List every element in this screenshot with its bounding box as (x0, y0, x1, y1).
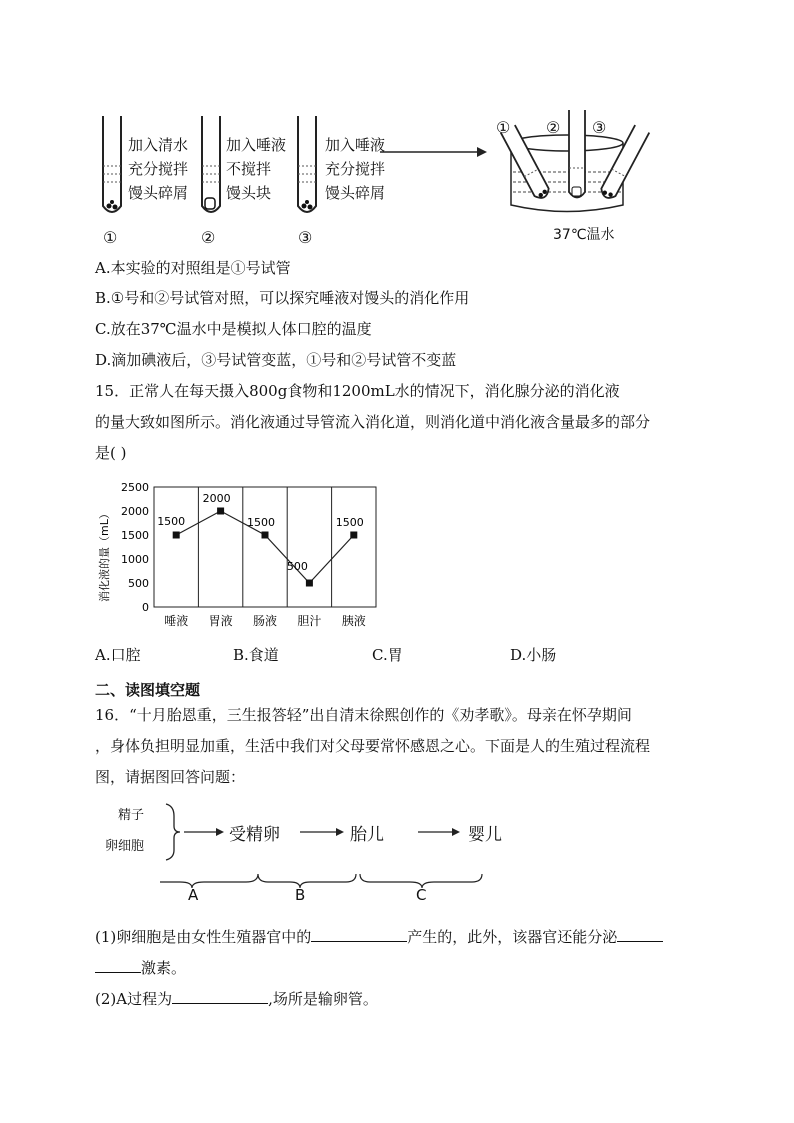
y-tick-label: 0 (142, 601, 149, 614)
data-label: 1500 (157, 515, 186, 528)
x-category-label: 胃液 (208, 614, 233, 628)
y-tick-label: 2500 (121, 481, 149, 494)
tube-3-line: 充分搅拌 (325, 160, 386, 178)
flow-label-a: A (188, 886, 199, 904)
section-heading: 二、读图填空题 (95, 681, 201, 699)
q15-option-c: C.胃 (372, 646, 403, 664)
q16-sub1 (95, 927, 663, 947)
tube-2-instructions (226, 133, 286, 205)
x-category-label: 胰液 (341, 614, 366, 628)
q14-option-a: A.本实验的对照组是①号试管 (95, 259, 291, 277)
test-tube-1 (103, 116, 121, 212)
q16-stem-line1: 16．“十月胎恩重，三生报答轻”出自清末徐熙创作的《劝孝歌》。母亲在怀孕期间 (95, 706, 632, 724)
y-axis-label: 消化液的量（mL） (98, 508, 111, 602)
arrow-icon (380, 147, 487, 157)
tube-3-line: 加入唾液 (325, 136, 386, 154)
q14-option-d: D.滴加碘液后，③号试管变蓝，①号和②号试管不变蓝 (95, 351, 457, 369)
bath-label: 37℃温水 (553, 227, 615, 243)
tube-2-line: 加入唾液 (226, 136, 287, 154)
arrow-icon (300, 828, 344, 836)
flow-sperm: 精子 (118, 808, 145, 823)
tube-3-instructions (325, 133, 385, 205)
q14-option-c: C.放在37℃温水中是模拟人体口腔的温度 (95, 320, 372, 338)
flow-label-b: B (295, 886, 306, 904)
q16-sub2 (95, 989, 378, 1009)
y-tick-label: 2000 (121, 505, 149, 518)
bath-tube-1-number: ① (496, 118, 511, 137)
test-tube-3 (298, 116, 316, 212)
flow-arrows (160, 800, 500, 910)
data-point (173, 532, 180, 539)
brace-b-icon (258, 874, 356, 888)
x-category-label: 肠液 (252, 614, 278, 628)
flow-label-c: C (416, 886, 427, 904)
flow-zygote: 受精卵 (229, 825, 280, 845)
water-bath-beaker (501, 110, 650, 212)
q16-sub1-text-c: 激素。 (141, 959, 187, 977)
data-point (262, 532, 269, 539)
q14-option-b: B.①号和②号试管对照，可以探究唾液对馒头的消化作用 (95, 289, 470, 307)
flow-egg: 卵细胞 (105, 839, 145, 854)
arrow-icon (184, 828, 224, 836)
arrow-icon (418, 828, 460, 836)
x-category-label: 唾液 (164, 614, 189, 628)
data-label: 1500 (247, 516, 275, 529)
tube-3-number: ③ (298, 228, 313, 247)
data-point (350, 532, 357, 539)
tube-1-instructions (128, 133, 188, 205)
answer-blank-2-cont[interactable] (95, 958, 141, 973)
tube-2-line: 不搅拌 (226, 160, 272, 178)
tube-1-line: 加入清水 (128, 136, 189, 154)
answer-blank-1[interactable] (311, 927, 407, 942)
q16-stem-line2: ，身体负担明显加重，生活中我们对父母要常怀感恩之心。下面是人的生殖过程流程 (95, 737, 651, 755)
y-tick-label: 1000 (121, 553, 149, 566)
q15-option-b: B.食道 (233, 646, 279, 664)
digestive-juice-chart (96, 478, 386, 638)
x-category-label: 胆汁 (297, 614, 322, 628)
data-label: 2000 (202, 492, 231, 505)
bath-tube-3-number: ③ (592, 118, 607, 137)
data-point (306, 580, 313, 587)
tube-2-line: 馒头块 (226, 184, 272, 202)
flow-baby: 婴儿 (468, 825, 502, 845)
test-tube-2 (202, 116, 220, 212)
brace-icon (166, 804, 180, 860)
q16-stem-line3: 图，请据图回答问题： (95, 768, 246, 786)
bath-tube-2-number: ② (546, 118, 561, 137)
data-label: 500 (286, 560, 308, 573)
q16-sub1-text-a: (1)卵细胞是由女性生殖器官中的 (95, 928, 312, 946)
data-label: 1500 (335, 516, 364, 529)
q16-sub2-text-b: ,场所是输卵管。 (268, 990, 378, 1008)
q16-sub2-text-a: (2)A过程为 (95, 990, 173, 1008)
tube-1-line: 馒头碎屑 (128, 184, 189, 202)
tube-1-number: ① (103, 228, 118, 247)
q15-stem-line2: 的量大致如图所示。消化液通过导管流入消化道，则消化道中消化液含量最多的部分 (95, 413, 651, 431)
q15-option-d: D.小肠 (510, 646, 557, 664)
q16-sub1-cont (95, 958, 186, 978)
flow-fetus: 胎儿 (350, 825, 384, 845)
answer-blank-2[interactable] (617, 927, 663, 942)
y-tick-label: 500 (128, 577, 149, 590)
tube-1-line: 充分搅拌 (128, 160, 189, 178)
q15-stem-line1: 15．正常人在每天摄入800g食物和1200mL水的情况下，消化腺分泌的消化液 (95, 382, 620, 400)
y-tick-label: 1500 (121, 529, 149, 542)
answer-blank-3[interactable] (172, 989, 268, 1004)
brace-a-icon (160, 874, 258, 888)
tube-2-number: ② (201, 228, 216, 247)
q16-sub1-text-b: 产生的，此外，该器官还能分泌 (407, 928, 618, 946)
q15-stem-line3: 是( ) (95, 444, 127, 462)
data-point (217, 508, 224, 515)
tube-3-line: 馒头碎屑 (325, 184, 386, 202)
q15-option-a: A.口腔 (95, 646, 141, 664)
